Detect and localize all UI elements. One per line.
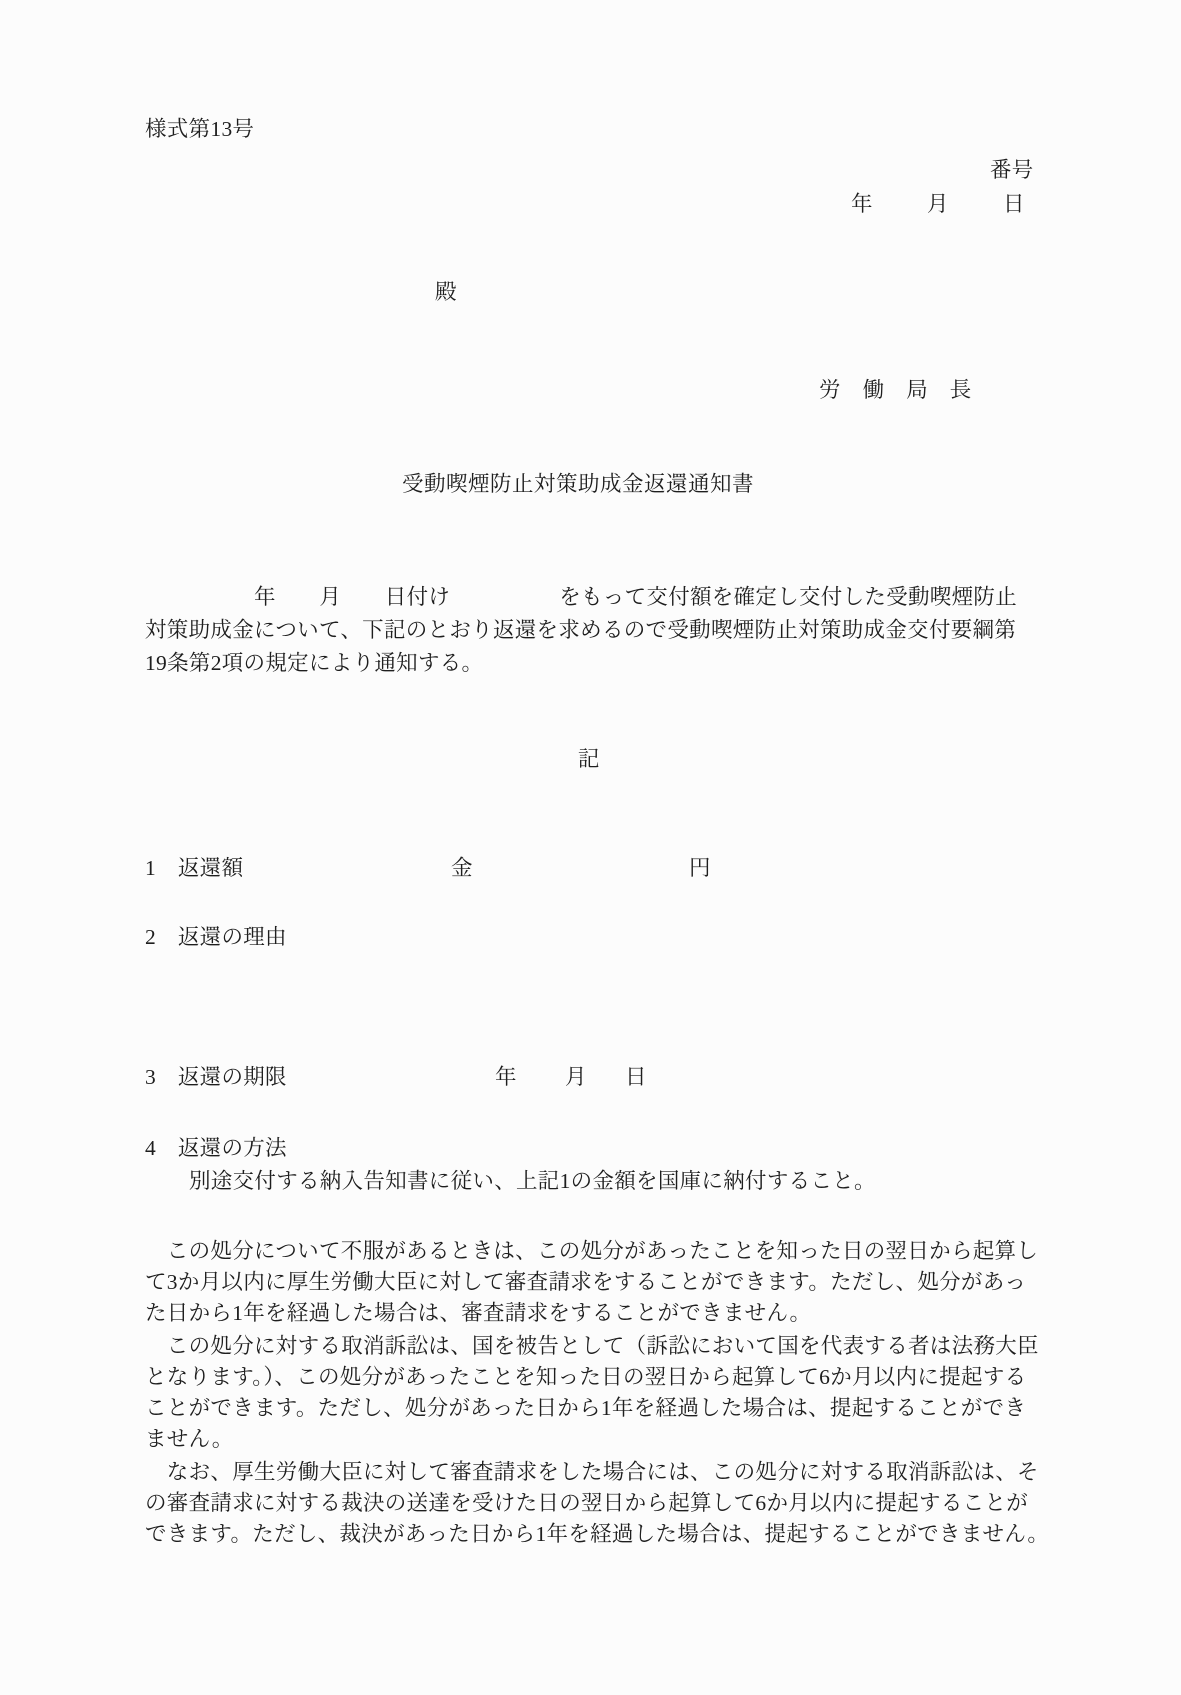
item-3-month-label: 月 [565,1065,587,1089]
item-3-label: 3 返還の期限 [145,1065,287,1089]
opening-paragraph-line-3: 19条第2項の規定により通知する。 [145,651,484,675]
item-3-day-label: 日 [625,1065,647,1089]
date-year-label: 年 [851,192,873,216]
appeal-note-line: ことができます。ただし、処分があった日から1年を経過した場合は、提起することができ [145,1396,1027,1420]
item-1-label: 1 返還額 [145,856,244,880]
opening-paragraph-line-1: 年 月 日付け をもって交付額を確定し交付した受動喫煙防止 [145,585,1018,609]
appeal-note-line: この処分に対する取消訴訟は、国を被告として（訴訟において国を代表する者は法務大臣 [145,1334,1039,1358]
addressee-honorific: 殿 [435,280,457,304]
date-day-label: 日 [1003,192,1025,216]
item-3-year-label: 年 [495,1065,517,1089]
appeal-note-line: て3か月以内に厚生労働大臣に対して審査請求をすることができます。ただし、処分があっ [145,1270,1027,1294]
appeal-note-line: この処分について不服があるときは、この処分があったことを知った日の翌日から起算し [145,1239,1039,1263]
appeal-note-line: ません。 [145,1427,234,1451]
ki-marker: 記 [578,747,600,771]
item-4-label: 4 返還の方法 [145,1136,287,1160]
document-title: 受動喫煙防止対策助成金返還通知書 [402,472,755,496]
appeal-note-line: できます。ただし、裁決があった日から1年を経過した場合は、提起することができません。 [145,1522,1050,1546]
amount-suffix-label: 円 [689,856,711,880]
form-number: 様式第13号 [145,117,255,141]
appeal-note-line: となります。）、この処分があったことを知った日の翌日から起算して6か月以内に提起する [145,1365,1027,1389]
appeal-note-line: なお、厚生労働大臣に対して審査請求をした場合には、この処分に対する取消訴訟は、そ [145,1460,1039,1484]
date-month-label: 月 [927,192,949,216]
opening-paragraph-line-2: 対策助成金について、下記のとおり返還を求めるので受動喫煙防止対策助成金交付要綱第 [145,618,1017,642]
document-number-label: 番号 [990,158,1034,182]
amount-prefix-label: 金 [451,856,473,880]
item-4-detail: 別途交付する納入告知書に従い、上記1の金額を国庫に納付すること。 [189,1169,876,1193]
appeal-note-line: た日から1年を経過した場合は、審査請求をすることができません。 [145,1301,812,1325]
sender-title: 労 働 局 長 [819,378,972,402]
item-2-label: 2 返還の理由 [145,925,287,949]
appeal-note-line: の審査請求に対する裁決の送達を受けた日の翌日から起算して6か月以内に提起することが [145,1491,1029,1515]
